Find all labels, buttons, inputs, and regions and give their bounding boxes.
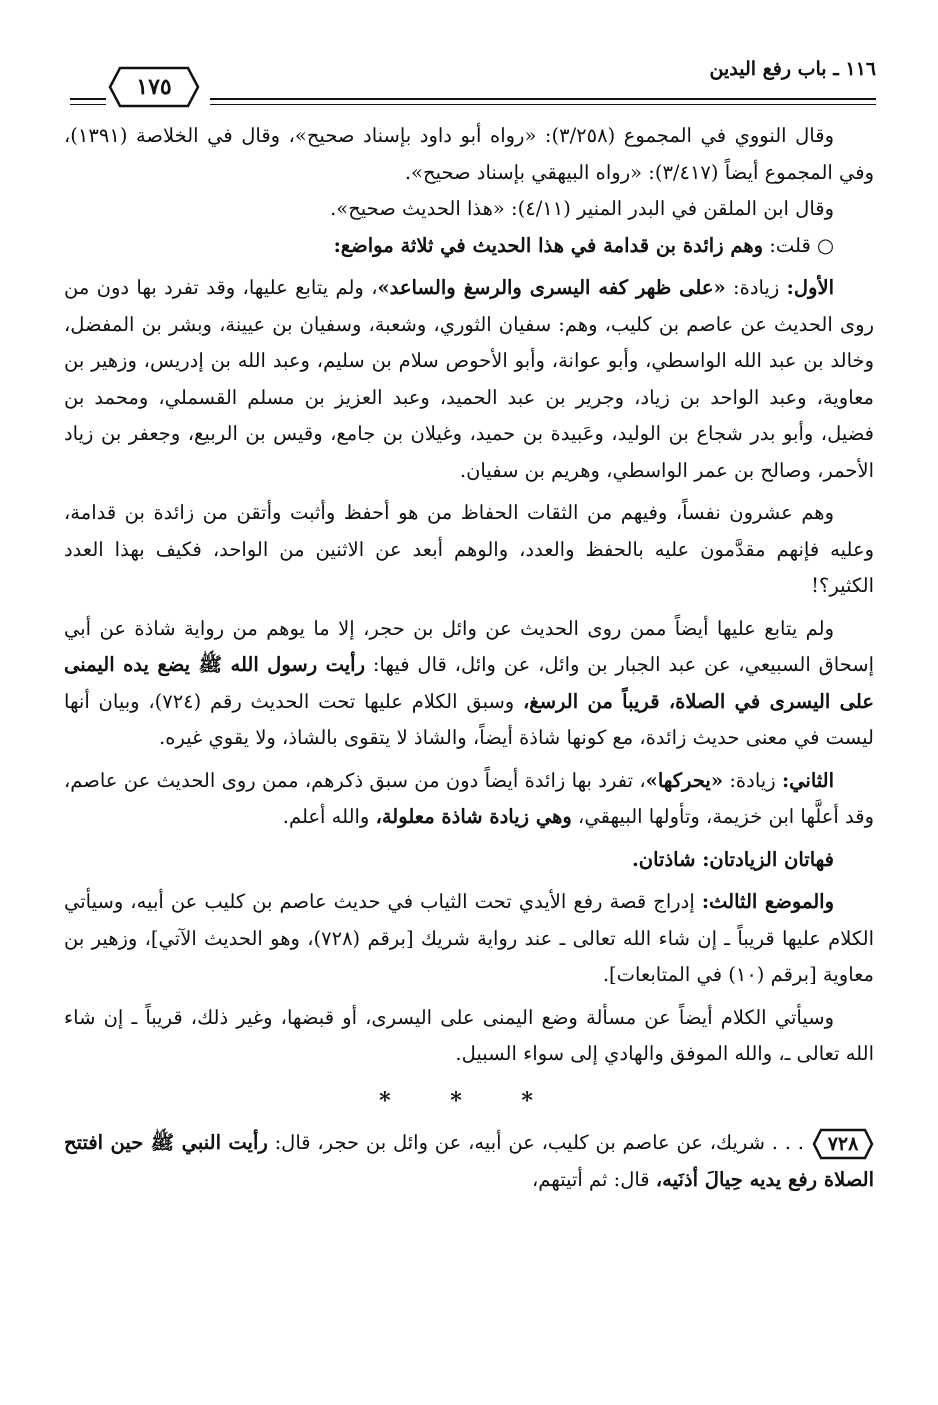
second-label: الثاني: xyxy=(781,768,835,792)
second-text: ، تفرد بها زائدة أيضاً دون من سبق ذكرهم، ممن روى الحديث عن عاصم، وقد أعلَّها ابن خزيمة، وتأولها البيهقي، xyxy=(64,768,874,828)
paragraph-qultu xyxy=(64,228,874,265)
paragraph-wail xyxy=(64,611,874,757)
hadith-continuation: قال: ثم أتيتهم، xyxy=(531,1167,650,1191)
header-rule xyxy=(210,98,876,100)
paragraph-first xyxy=(64,270,874,489)
paragraph-two-additions: فهاتان الزيادتان: شاذتان. xyxy=(631,847,834,871)
hadith-number-badge xyxy=(812,1127,874,1161)
qultu-lead: قلت: xyxy=(769,233,811,257)
hadith-number: ٧٢٨ xyxy=(827,1132,859,1155)
header-rule-thin xyxy=(210,104,876,105)
second-quote: «يحركها» xyxy=(645,768,724,792)
hadith-matn: رأيت النبي ﷺ حين افتتح الصلاة رفع يديه حِيالَ أذنَيه، xyxy=(64,1131,874,1191)
header-rule-left xyxy=(70,98,106,100)
wail-text-lead: ولم يتابع عليها أيضاً ممن روى الحديث عن وائل بن حجر، إلا ما يوهم من رواية شاذة عن أبي إسحاق السبيعي، عن عبد الجبار بن وائل، عن وائل، قال فيها: xyxy=(64,616,875,676)
second-text-lead: زيادة: xyxy=(729,768,776,792)
second-closing: والله أعلم. xyxy=(282,805,370,828)
section-separator: * * * xyxy=(379,1087,559,1114)
page-number: ١٧٥ xyxy=(136,74,172,100)
paragraph-closing: وسيأتي الكلام أيضاً عن مسألة وضع اليمنى على اليسرى، أو قبضها، وغير ذلك، قريباً ـ إن شاء الله تعالى ـ، والله الموفق والهادي إلى سواء السبيل. xyxy=(64,1005,874,1065)
first-text-lead: زيادة: xyxy=(733,276,780,299)
paragraph-ibn-mulaqqin: وقال ابن الملقن في البدر المنير (٤/١١): «هذا الحديث صحيح». xyxy=(330,197,834,220)
first-quote: «على ظهر كفه اليسرى والرسغ والساعد» xyxy=(377,276,726,299)
hadith-isnad: . . . شريك، عن عاصم بن كليب، عن أبيه، عن وائل بن حجر، قال: xyxy=(274,1131,804,1154)
paragraph-second xyxy=(64,763,874,836)
page-header xyxy=(70,28,876,100)
first-label: الأول: xyxy=(786,276,834,299)
paragraph-nawawi: وقال النووي في المجموع (٣/٢٥٨): «رواه أبو داود بإسناد صحيح»، وقال في الخلاصة (١٣٩١)، وفي المجموع أيضاً (٣/٤١٧): «رواه البيهقي بإسناد صحيح». xyxy=(64,124,874,184)
third-label: والموضع الثالث: xyxy=(701,890,834,913)
circle-marker: ○ xyxy=(816,233,834,257)
paragraph-twenty: وهم عشرون نفساً، وفيهم من الثقات الحفاظ من هو أحفظ وأثبت وأتقن من زائدة بن قدامة، وعليه فإنهم مقدَّمون عليه بالحفظ والعدد، والوهم أبعد عن الاثنين من الواحد، فكيف بهذا العدد الكثير؟! xyxy=(64,501,874,597)
page-content xyxy=(64,118,874,1198)
second-verdict: وهي زيادة شاذة معلولة، xyxy=(375,805,572,828)
first-text: ، ولم يتابع عليها، وقد تفرد بها دون من روى الحديث عن عاصم بن كليب، وهم: سفيان الثوري، وشعبة، وسفيان بن عيينة، وبشر بن المفضل، وخالد بن عبد الله الواسطي، وأبو عوانة، وأبو الأحوص سلام بن سليم، وعبد الله بن إدريس، وزهير بن معاوية، وعبد الواحد بن زياد، وجرير بن عبد الحميد، وعبد العزيز بن مسلم القسملي، ومحمد بن فضيل، وأبو بدر شجاع بن الوليد، وعَبيدة بن حميد، وغيلان بن جامع، وقيس بن الربيع، وجعفر بن زياد الأحمر، وصالح بن عمر الواسطي، وهريم بن سفيان. xyxy=(64,276,874,482)
paragraph-third xyxy=(64,884,874,994)
third-text: إدراج قصة رفع الأيدي تحت الثياب في حديث عاصم بن كليب عن أبيه، وسيأتي الكلام عليها قريباً ـ إن شاء الله تعالى ـ عند رواية شريك [برقم (٧٢٨)، وهو الحديث الآتي]، وزهير بن معاوية [برقم (١٠) في المتابعات]. xyxy=(64,890,875,986)
running-title: ١١٦ ـ باب رفع اليدين xyxy=(709,58,876,80)
hadith-728 xyxy=(64,1125,874,1198)
page-number-badge xyxy=(108,64,200,110)
wail-text: وسبق الكلام عليها تحت الحديث رقم (٧٢٤)، وبيان أنها ليست في معنى حديث زائدة، مع كونها شاذة أيضاً، والشاذ لا يتقوى بالشاذ، ولا يقوي غيره. xyxy=(64,689,874,749)
qultu-statement: وهم زائدة بن قدامة في هذا الحديث في ثلاثة مواضع: xyxy=(333,233,764,257)
wail-quote: رأيت رسول الله ﷺ يضع يده اليمنى على اليسرى في الصلاة، قريباً من الرسغ، xyxy=(64,653,874,713)
header-rule-left-thin xyxy=(70,104,106,105)
